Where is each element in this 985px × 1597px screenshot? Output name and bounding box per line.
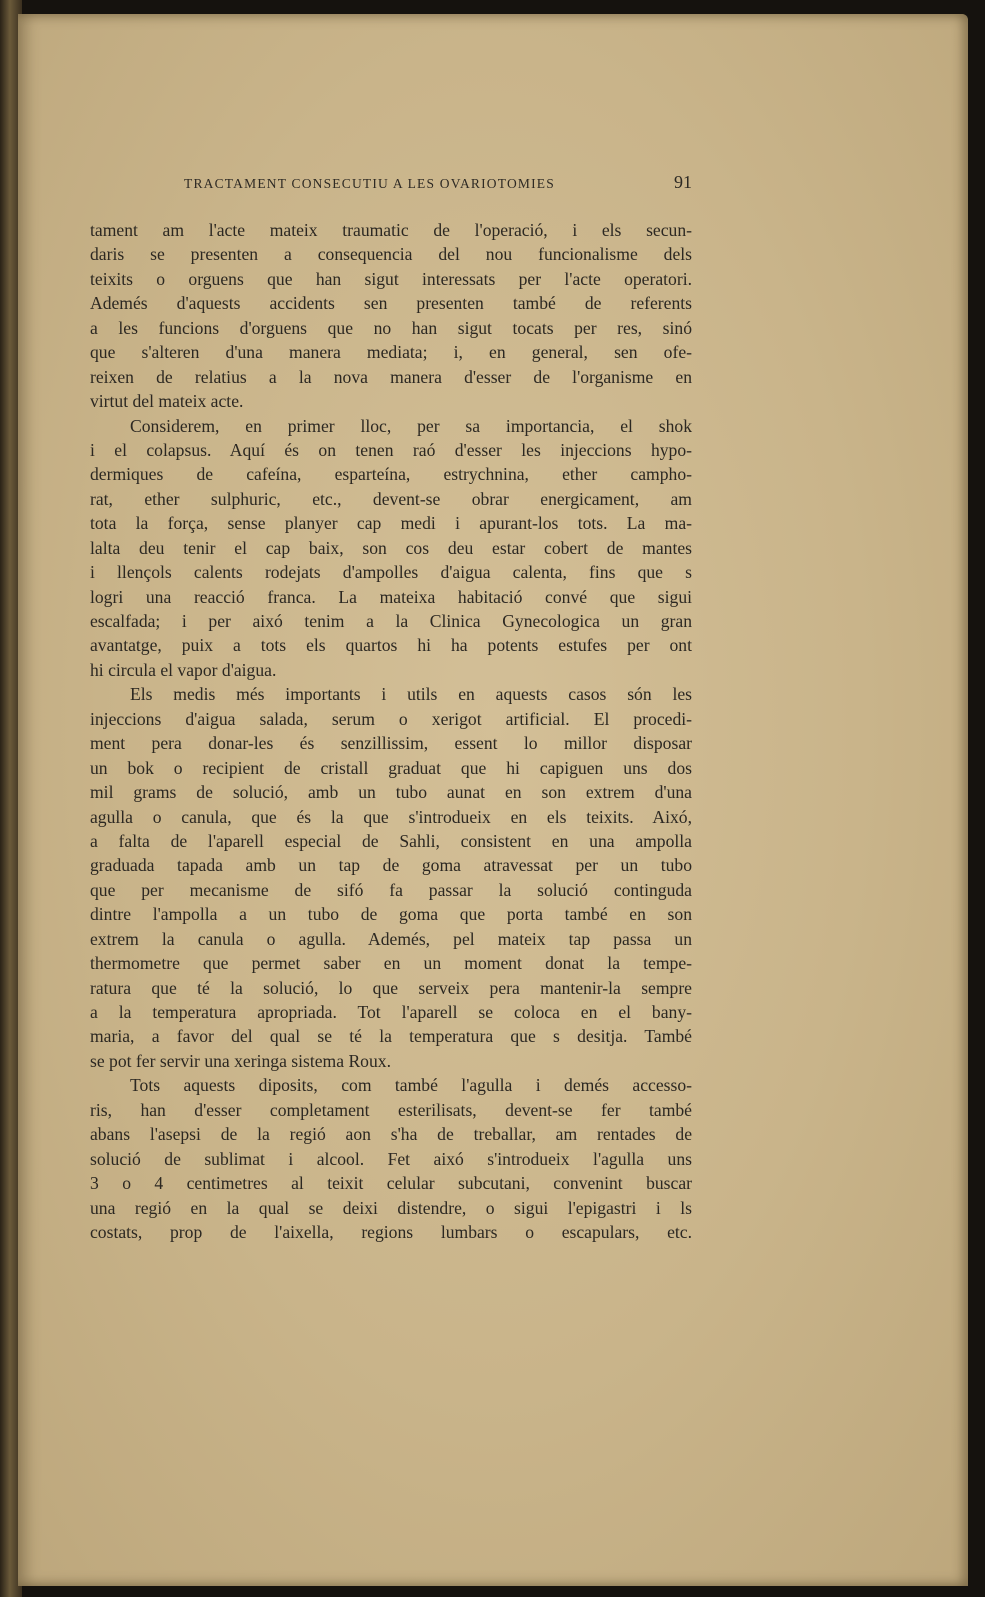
text-line: graduada tapada amb un tap de goma atravessat per un tubo bbox=[90, 855, 692, 876]
text-line: maria, a favor del qual se té la temperatura que s desitja. També bbox=[90, 1026, 692, 1047]
text-line: Ademés d'aquests accidents sen presenten també de referents bbox=[90, 293, 692, 314]
text-line: avantatge, puix a tots els quartos hi ha potents estufes per ont bbox=[90, 635, 692, 656]
text-line: extrem la canula o agulla. Ademés, pel mateix tap passa un bbox=[90, 928, 692, 949]
text-line: logri una reacció franca. La mateixa habitació convé que sigui bbox=[90, 586, 692, 607]
text-line: tota la força, sense planyer cap medi i apurant-los tots. La ma- bbox=[90, 513, 692, 534]
text-line: un bok o recipient de cristall graduat que hi capiguen uns dos bbox=[90, 757, 692, 778]
text-line: Considerem, en primer lloc, per sa importancia, el shok bbox=[130, 415, 692, 436]
text-line: reixen de relatius a la nova manera d'esser de l'organisme en bbox=[90, 366, 692, 387]
text-line: que per mecanisme de sifó fa passar la solució continguda bbox=[90, 879, 692, 900]
text-line: se pot fer servir una xeringa sistema Roux. bbox=[90, 1050, 391, 1071]
text-line: agulla o canula, que és la que s'introdueix en els teixits. Aixó, bbox=[90, 806, 692, 827]
text-line: costats, prop de l'aixella, regions lumbars o escapulars, etc. bbox=[90, 1221, 692, 1242]
text-line: lalta deu tenir el cap baix, son cos deu estar cobert de mantes bbox=[90, 537, 692, 558]
text-line: abans l'asepsi de la regió aon s'ha de treballar, am rentades de bbox=[90, 1124, 692, 1145]
text-line: dermiques de cafeína, esparteína, estrychnina, ether campho- bbox=[90, 464, 692, 485]
text-line: teixits o orguens que han sigut interessats per l'acte operatori. bbox=[90, 268, 692, 289]
text-line: tament am l'acte mateix traumatic de l'operació, i els secun- bbox=[90, 220, 692, 240]
body-text bbox=[90, 218, 692, 1244]
text-line: Tots aquests diposits, com també l'agulla i demés accesso- bbox=[130, 1075, 692, 1096]
text-line: i llençols calents rodejats d'ampolles d'aigua calenta, fins que s bbox=[90, 562, 692, 583]
text-line: injeccions d'aigua salada, serum o xerigot artificial. El procedi- bbox=[90, 708, 692, 729]
text-line: a falta de l'aparell especial de Sahli, consistent en una ampolla bbox=[90, 830, 692, 851]
text-line: que s'alteren d'una manera mediata; i, en general, sen ofe- bbox=[90, 342, 692, 363]
text-line: Els medis més importants i utils en aquests casos són les bbox=[130, 684, 692, 705]
text-line: mil grams de solució, amb un tubo aunat en son extrem d'una bbox=[90, 782, 692, 803]
text-line: ris, han d'esser completament esterilisats, devent-se fer també bbox=[90, 1099, 692, 1120]
text-line: a les funcions d'orguens que no han sigut tocats per res, sinó bbox=[90, 317, 692, 338]
text-line: virtut del mateix acte. bbox=[90, 391, 244, 412]
text-line: rat, ether sulphuric, etc., devent-se obrar energicament, am bbox=[90, 488, 692, 509]
text-line: 3 o 4 centimetres al teixit celular subcutani, convenint buscar bbox=[90, 1173, 692, 1194]
text-line: i el colapsus. Aquí és on tenen raó d'esser les injeccions hypo- bbox=[90, 439, 692, 460]
text-line: una regió en la qual se deixi distendre, o sigui l'epigastri i ls bbox=[90, 1197, 692, 1218]
text-line: ment pera donar-les és senzillissim, essent lo millor disposar bbox=[90, 733, 692, 754]
text-line: a la temperatura apropriada. Tot l'aparell se coloca en el bany- bbox=[90, 1002, 692, 1022]
text-line: escalfada; i per aixó tenim a la Clinica Gynecologica un gran bbox=[90, 611, 692, 631]
running-head: TRACTAMENT CONSECUTIU A LES OVARIOTOMIES bbox=[184, 176, 555, 191]
text-line: thermometre que permet saber en un moment donat la tempe- bbox=[90, 953, 692, 974]
text-line: hi circula el vapor d'aigua. bbox=[90, 659, 277, 680]
text-line: daris se presenten a consequencia del nou funcionalisme dels bbox=[90, 244, 692, 265]
page-header bbox=[90, 172, 692, 198]
page-number: 91 bbox=[674, 172, 692, 192]
text-line: dintre l'ampolla a un tubo de goma que porta també en son bbox=[90, 904, 692, 925]
text-line: solució de sublimat i alcool. Fet aixó s'introdueix l'agulla uns bbox=[90, 1148, 692, 1169]
text-line: ratura que té la solució, lo que serveix pera mantenir-la sempre bbox=[90, 977, 692, 998]
